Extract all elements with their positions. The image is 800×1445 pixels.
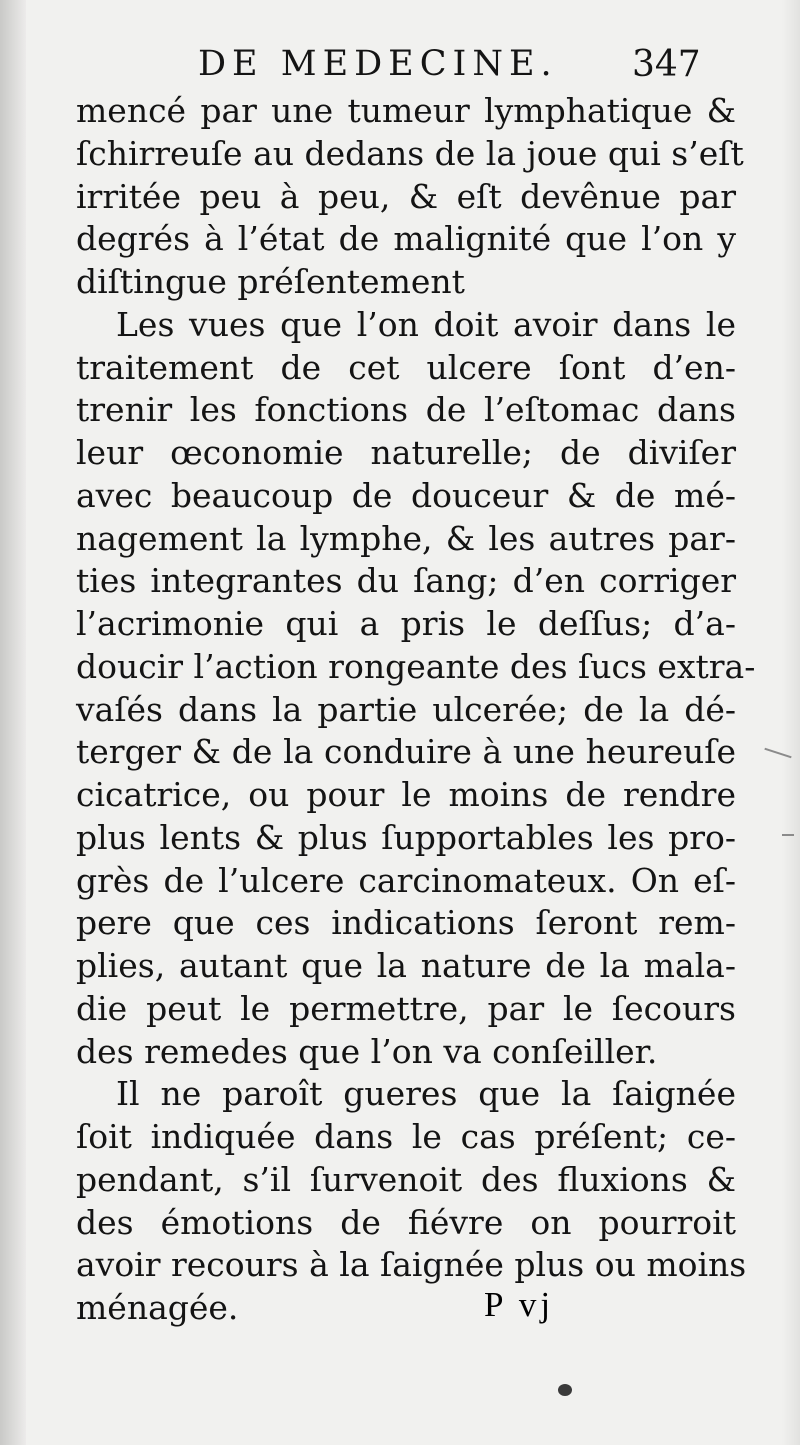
text-line: trenir les fonctions de l’eſtomac dans	[76, 390, 736, 430]
text-line: ménagée.	[76, 1288, 239, 1327]
text-line: ties integrantes du ſang; d’en corriger	[76, 561, 736, 601]
page-number: 347	[632, 44, 701, 85]
text-line: degrés à l’état de malignité que l’on y	[76, 219, 736, 259]
gutter-shadow	[0, 0, 26, 1445]
text-line: grès de l’ulcere carcinomateux. On eſ-	[76, 860, 736, 900]
text-line: leur œconomie naturelle; de diviſer	[76, 433, 736, 472]
edge-shadow	[782, 0, 800, 1445]
text-line: traitement de cet ulcere ſont d’en-	[76, 347, 736, 387]
text-line: des remedes que l’on va conſeiller.	[76, 1031, 658, 1071]
text-line: avec beaucoup de douceur & de mé-	[76, 475, 736, 515]
text-line: pere que ces indications ſeront rem-	[76, 903, 736, 943]
paragraph-3	[76, 1073, 747, 1330]
text-line: avoir recours à la ſaignée plus ou moins	[76, 1245, 747, 1285]
bleed-through-mark	[782, 834, 794, 836]
paragraph-1	[76, 90, 744, 304]
text-line: nagement la lymphe, & les autres par-	[76, 518, 736, 558]
text-line: terger & de la conduire à une heureuſe	[76, 732, 736, 772]
text-line: diſtingue préſentement	[76, 262, 465, 301]
ink-blot	[558, 1384, 572, 1396]
text-line: ſoit indiquée dans le cas préſent; ce-	[76, 1117, 736, 1156]
text-line: des émotions de fiévre on pourroit	[76, 1202, 736, 1242]
running-title: DE MEDECINE.	[198, 44, 558, 84]
text-line: plies, autant que la nature de la mala-	[76, 946, 736, 985]
text-line: plus lents & plus ſupportables les pro-	[76, 817, 736, 857]
text-line: mencé par une tumeur lymphatique &	[76, 91, 736, 130]
text-line: cicatrice, ou pour le moins de rendre	[76, 775, 736, 814]
signature-mark: P vj	[484, 1285, 555, 1324]
text-line: doucir l’action rongeante des ſucs extra-	[76, 646, 756, 686]
text-line: irritée peu à peu, & eſt devênue par	[76, 176, 736, 216]
text-line: Les vues que l’on doit avoir dans le	[116, 304, 736, 344]
text-line: l’acrimonie qui a pris le deſſus; d’a-	[76, 604, 736, 643]
text-line: ſchirreuſe au dedans de la joue qui s’eſt	[76, 133, 744, 173]
text-line: Il ne paroît gueres que la ſaignée	[116, 1074, 736, 1114]
paragraph-2	[76, 304, 756, 1074]
text-line: pendant, s’il ſurvenoit des fluxions &	[76, 1159, 736, 1199]
running-head	[76, 38, 736, 90]
page-content	[76, 38, 756, 1330]
text-line: die peut le permettre, par le ſecours	[76, 988, 736, 1028]
text-line: vaſés dans la partie ulcerée; de la dé-	[76, 689, 736, 729]
